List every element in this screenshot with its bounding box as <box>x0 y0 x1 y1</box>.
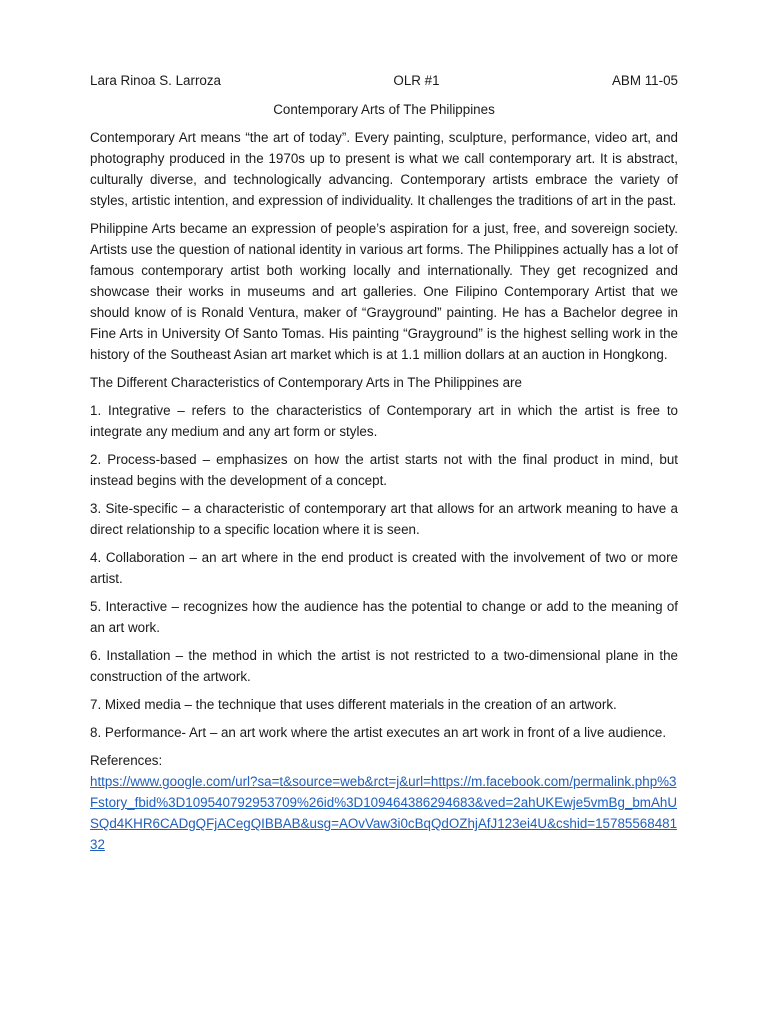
document-header <box>90 70 678 91</box>
reference-link[interactable]: https://www.google.com/url?sa=t&source=web&rct=j&url=https://m.facebook.com/permalink.php%3Fstory_fbid%3D109540792953709%26id%3D109464386294683&ved=2ahUKEwje5vmBg_bmAhUSQd4KHR6CADgQFjACegQIBBAB&usg=AOvVaw3i0cBqQdOZhjAfJ123ei4U&cshid=1578556848132 <box>90 774 678 852</box>
characteristic-installation: 6. Installation – the method in which the artist is not restricted to a two-dimensional plane in the construction of the artwork. <box>90 648 678 684</box>
characteristic-collaboration: 4. Collaboration – an art where in the end product is created with the involvement of two or more artist. <box>90 550 678 586</box>
class-section: ABM 11-05 <box>611 73 678 88</box>
references-label: References: <box>90 753 163 768</box>
characteristic-interactive: 5. Interactive – recognizes how the audience has the potential to change or add to the meaning of an art work. <box>90 599 678 635</box>
characteristic-integrative: 1. Integrative – refers to the characteristics of Contemporary art in which the artist is free to integrate any medium and any art form or styles. <box>90 403 678 439</box>
characteristic-site-specific: 3. Site-specific – a characteristic of contemporary art that allows for an artwork meaning to have a direct relationship to a specific location where it is seen. <box>90 501 678 537</box>
characteristic-performance-art: 8. Performance- Art – an art work where the artist executes an art work in front of a live audience. <box>90 725 667 740</box>
characteristic-process-based: 2. Process-based – emphasizes on how the artist starts not with the final product in mind, but instead begins with the development of a concept. <box>90 452 678 488</box>
characteristic-mixed-media: 7. Mixed media – the technique that uses different materials in the creation of an artwork. <box>90 697 617 712</box>
assignment-code: OLR #1 <box>393 73 440 88</box>
author-name: Lara Rinoa S. Larroza <box>90 73 222 88</box>
intro-paragraph: Contemporary Art means “the art of today”. Every painting, sculpture, performance, video art, and photography produced in the 1970s up to present is what we call contemporary art. It is abstract, culturally diverse, and technologically advancing. Contemporary artists embrace the variety of styles, artistic intention, and expression of individuality. It challenges the traditions of art in the past. <box>90 130 678 208</box>
philippine-arts-paragraph: Philippine Arts became an expression of people’s aspiration for a just, free, and sovereign society. Artists use the question of national identity in various art forms. The Philippines actually has a lot of famous contemporary artist both working locally and internationally. They get recognized and showcase their works in museums and art galleries. One Filipino Contemporary Artist that we should know of is Ronald Ventura, maker of “Grayground” painting. He has a Bachelor degree in Fine Arts in University Of Santo Tomas. His painting “Grayground” is the highest selling work in the history of the Southeast Asian art market which is at 1.1 million dollars at an auction in Hongkong. <box>90 221 678 362</box>
characteristics-intro: The Different Characteristics of Contemporary Arts in The Philippines are <box>90 375 522 390</box>
document-title: Contemporary Arts of The Philippines <box>273 102 495 117</box>
